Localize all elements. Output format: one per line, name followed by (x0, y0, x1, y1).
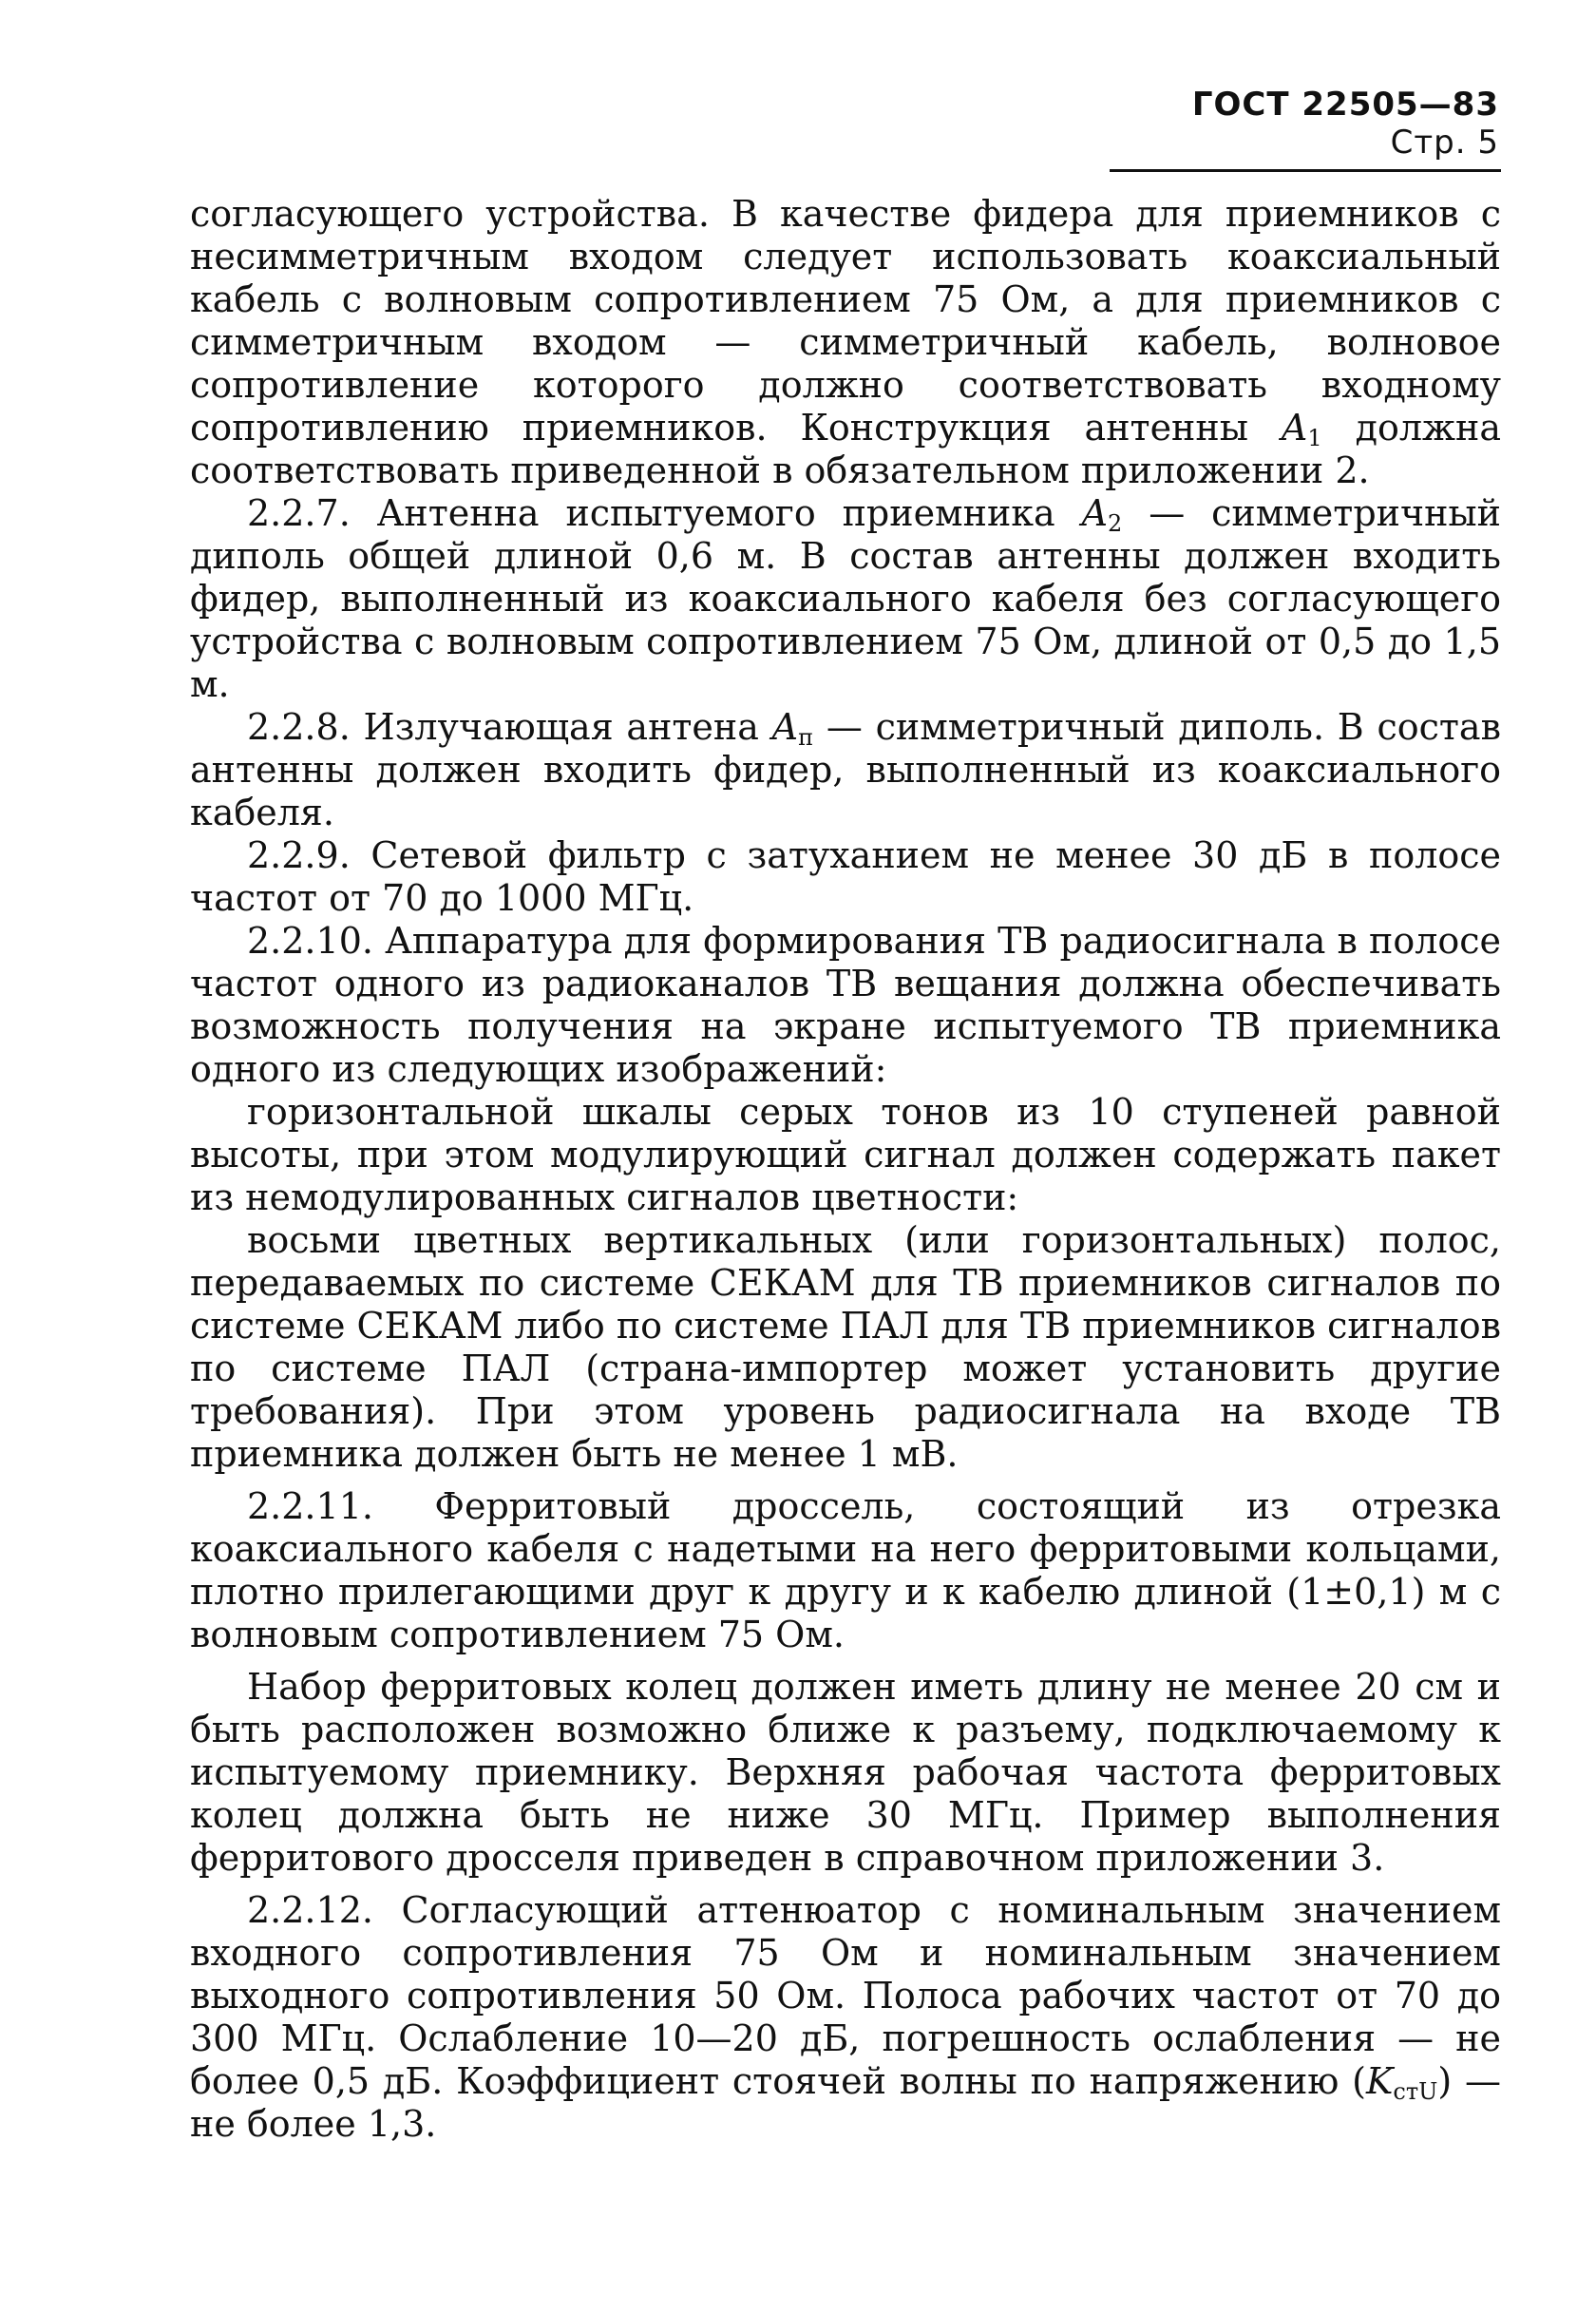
page-number: Стр. 5 (1390, 124, 1499, 162)
paragraph-color-bars: восьми цветных вертикальных (или горизонтальных) полос, передаваемых по системе СЕКАМ для ТВ приемников сигналов по системе СЕКАМ либо по системе ПАЛ для ТВ приемников сигналов по системе ПАЛ (страна-импортер может установить другие требования). При этом уровень радиосигнала на входе ТВ приемника должен быть не менее 1 мВ. (190, 1219, 1501, 1475)
paragraph-2-2-8: 2.2.8. Излучающая антена $A_п$ — симметричный диполь. В состав антенны должен входить фидер, выполненный из коаксиального кабеля. (190, 706, 1501, 833)
document-body (190, 193, 1501, 2146)
paragraph-gray-scale: горизонтальной шкалы серых тонов из 10 ступеней равной высоты, при этом модулирующий сигнал должен содержать пакет из немодулированных сигналов цветности: (190, 1091, 1501, 1218)
paragraph-2-2-11: 2.2.11. Ферритовый дроссель, состоящий из отрезка коаксиального кабеля с надетыми на него ферритовыми кольцами, плотно прилегающими друг к другу и к кабелю длиной (1±0,1) м с волновым сопротивлением 75 Ом. (190, 1485, 1501, 1655)
paragraph-ferrite-rings: Набор ферритовых колец должен иметь длину не менее 20 см и быть расположен возможно ближе к разъему, подключаемому к испытуемому приемнику. Верхняя рабочая частота ферритовых колец должна быть не ниже 30 МГц. Пример выполнения ферритового дросселя приведен в справочном приложении 3. (190, 1666, 1501, 1879)
paragraph-2-2-9: 2.2.9. Сетевой фильтр с затуханием не менее 30 дБ в полосе частот от 70 до 1000 МГц. (190, 834, 1501, 919)
paragraph-2-2-10: 2.2.10. Аппаратура для формирования ТВ радиосигнала в полосе частот одного из радиоканалов ТВ вещания должна обеспечивать возможность получения на экране испытуемого ТВ приемника одного из следующих изображений: (190, 920, 1501, 1090)
standard-number: ГОСТ 22505—83 (1191, 86, 1499, 124)
paragraph-continuation: согласующего устройства. В качестве фидера для приемников с несимметричным входом следует использовать коаксиальный кабель с волновым сопротивлением 75 Ом, а для приемников с симметричным входом — симметричный кабель, волновое сопротивление которого должно соответствовать входному сопротивлению приемников. Конструкция антенны $A_1$ должна соответствовать приведенной в обязательном приложении 2. (190, 193, 1501, 491)
document-page (190, 86, 1501, 2146)
paragraph-2-2-7: 2.2.7. Антенна испытуемого приемника $A_2$ — симметричный диполь общей длиной 0,6 м. В состав антенны должен входить фидер, выполненный из коаксиального кабеля без согласующего устройства с волновым сопротивлением 75 Ом, длиной от 0,5 до 1,5 м. (190, 492, 1501, 705)
page-header (1110, 86, 1501, 172)
paragraph-2-2-12: 2.2.12. Согласующий аттенюатор с номинальным значением входного сопротивления 75 Ом и номинальным значением выходного сопротивления 50 Ом. Полоса рабочих частот от 70 до 300 МГц. Ослабление 10—20 дБ, погрешность ослабления — не более 0,5 дБ. Коэффициент стоячей волны по напряжению $(K_{стU})$ — не более 1,3. (190, 1889, 1501, 2145)
